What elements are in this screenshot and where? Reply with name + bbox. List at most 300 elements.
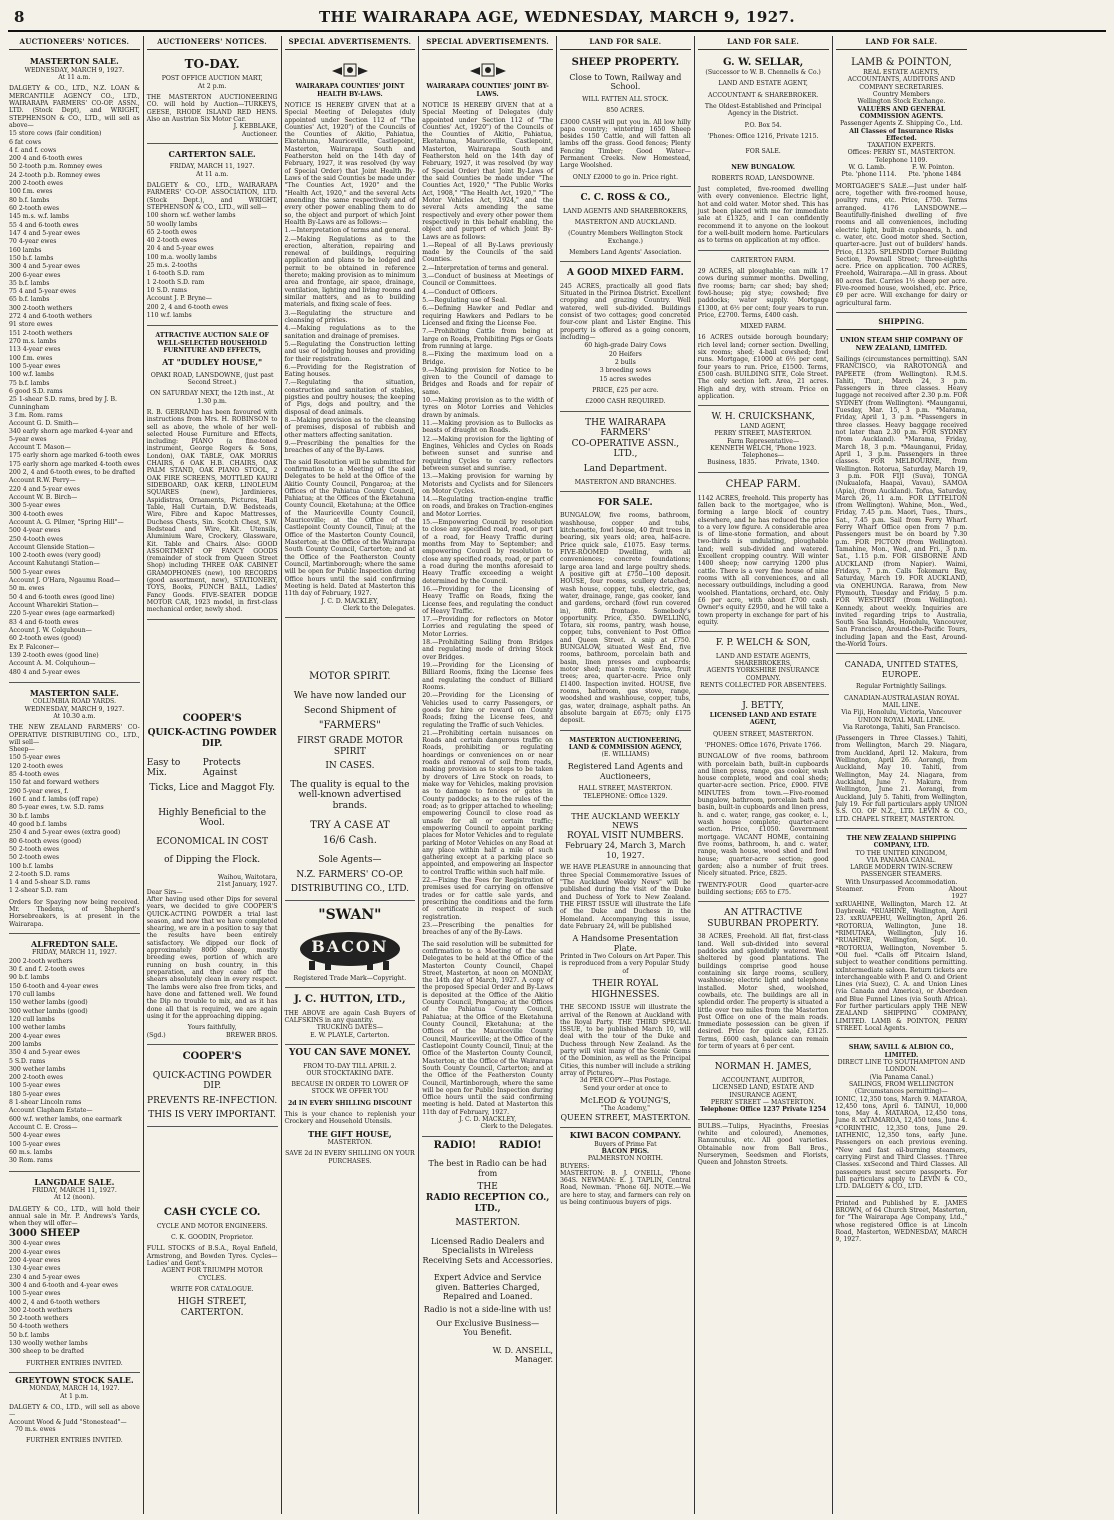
list-item: 20.—Providing for the Licensing of Vehicles used to carry Passengers, or goods for hire or reward on County Roads; fixing the License fees, and regulating the Traffic of such Vehicles. (422, 692, 553, 729)
list-item: 272 4 and 6-tooth wethers (9, 313, 92, 321)
ad-line: P.O. Box 54. (744, 121, 782, 129)
list-item: 25 m.s. 2-tooths (146, 262, 198, 270)
coat-of-arms-icon (468, 61, 508, 79)
sale-lot-list (9, 1240, 140, 1355)
ad-line: Offices: PERRY ST., MASTERTON. (847, 149, 956, 157)
list-item: 150 6-tooth and 4-year ewes (9, 982, 99, 990)
ad-line: Private, 1340. (775, 459, 820, 467)
ad-line: Expert Advice and Service given. Batteries Charged, Repaired and Loaned. (433, 1273, 542, 1301)
ad-line: QUEEN STREET, MASTERTON. (560, 1112, 691, 1122)
list-item: 220 4 and 5-year ewes (9, 485, 80, 493)
ad-title: COOPER'S (182, 1050, 242, 1062)
ad-signature-title: Manager. (514, 1355, 553, 1365)
list-item: 100 w.f. lambs (9, 371, 54, 379)
ad-date: ON SATURDAY NEXT, the 12th inst., At 1.30 p.m. (149, 390, 275, 405)
list-item: 500 4-year ewes (9, 1132, 61, 1140)
ad-line: THEIR ROYAL HIGHNESSES. (591, 978, 660, 1000)
column-1 (6, 36, 144, 1514)
ad-title: THE NEW ZEALAND SHIPPING COMPANY, LTD. (846, 834, 957, 850)
shaw-savill-ad (836, 1041, 968, 1196)
ad-title: J. BETTY, (742, 701, 784, 712)
list-item: 1.—Interpretation of terms and general. (284, 227, 411, 235)
column-4 (419, 36, 557, 1514)
list-item: 340 early shorn age marked 4-year and 5-year ewes (9, 428, 133, 443)
list-item: 80 5-year ewes, t.w. S.D. rams (9, 804, 104, 812)
james-ad (698, 1059, 829, 1119)
list-item: 100 m.a. woolly lambs (146, 253, 217, 261)
ad-line: THIS IS VERY IMPORTANT. (148, 1110, 276, 1121)
ad-line: Licensed Radio Dealers and Specialists in Wireless Receiving Sets and Accessories. (422, 1236, 553, 1265)
columbia-sale-ad (9, 686, 140, 934)
letter-sgd: (Sgd.) (146, 1031, 166, 1039)
list-item: Account J. P. Bryne— (146, 295, 212, 303)
ad-title: CANADA, UNITED STATES, EUROPE. (844, 660, 959, 679)
ad-trucking: TRUCKING DATES— (316, 1024, 384, 1032)
list-item: 200 2, 4 and 6-tooth ewes (146, 303, 229, 311)
trademark-note: Registered Trade Mark—Copyright. (293, 974, 407, 982)
sale-time: At 11 a.m. (58, 74, 91, 81)
sale-intro: DALGETY & CO., LTD., will sell as above— (9, 1404, 140, 1419)
list-item: 3.—Conduct of business at Meetings of Council or Committees. (422, 273, 553, 288)
list-item: 200 2-tooth ewes (9, 180, 63, 188)
list-item: 50 2-tooth p.m. Romney ewes (9, 163, 103, 171)
brand-name: "SWAN" (318, 907, 382, 924)
sale-subtitle: COLUMBIA ROAD YARDS. (32, 698, 117, 706)
ad-address: HIGH STREET, CARTERTON. (177, 1297, 247, 1318)
sale-title: GREYTOWN STOCK SALE. (15, 1375, 134, 1386)
list-item: 13.—Making provision for warning by Motorists and Cyclists and for Silencers on Motor Cycles. (422, 473, 553, 495)
auckland-weekly-ad (560, 809, 691, 1128)
ad-subtitle: Close to Town, Railway and School. (569, 73, 682, 92)
column-heading: SPECIAL ADVERTISEMENTS. (285, 36, 416, 50)
ad-body: 16 ACRES outside borough boundary; rich level land; corner section. Dwelling, six rooms; shed; 4-bail cowshed; fowl runs. Mortgage, £1000 at 6½ per cent, four years to run. Price, £1500. Terms, £500 cash. BUILDING SITE, Cole Street. The only section left. Area, 21 acres. High and dry, with stream. Price on application. (697, 334, 829, 400)
suburban-property-ad (698, 905, 829, 1056)
ad-line: 2d IN EVERY SHILLING DISCOUNT (287, 1099, 412, 1107)
list-item: Account Wharekiri Station— (9, 602, 99, 609)
sale-date: MONDAY, MARCH 14, 1927. (29, 1385, 120, 1393)
list-item: 139 2-tooth ewes (good line) (9, 651, 99, 659)
list-item: 180 5-year ewes (9, 1090, 61, 1098)
list-item: 40 good b.f. lambs (9, 820, 67, 828)
list-item: 200 4-year ewes (9, 1248, 61, 1256)
today-auction-ad (147, 54, 278, 144)
sale-time: At 1 p.m. (60, 1392, 89, 1400)
list-item: Account A. G. Pilmer, "Spring Hill"— (9, 518, 124, 526)
ad-line: Easy to Mix. (146, 757, 181, 779)
list-item: 200 2-tooth ewes (9, 1074, 63, 1082)
bulbs-ad: BULBS.—Tulips, Hyacinths, Freesias (white and coloured), Anemones, Ranunculus, etc. All good varieties. Obtainable now from Ball Bros., Nurserymen, Seedsmen and Florists, Queen and Johnston Streets. (697, 1122, 829, 1167)
ad-line: MASTERTON. (455, 1218, 520, 1229)
list-item: 1.—Repeal of all By-Laws previously made by the Councils of the said Counties. (422, 241, 553, 264)
ad-place: POST OFFICE AUCTION MART, (161, 75, 263, 83)
list-item: Account Clapham Estate— (9, 1107, 93, 1115)
list-item: 14.—Regulating traction-engine traffic on roads, and brakes on Traction-engines and Motor Lorries. (422, 496, 553, 518)
radio-ad (422, 1140, 553, 1365)
list-item: Account Kahutangi Station— (9, 560, 100, 568)
ad-title: CASH CYCLE CO. (163, 1207, 261, 1219)
notice-signature: J. C. D. MACKLEY, (321, 597, 379, 605)
ad-line: 1927 (951, 893, 968, 901)
ad-body: THE MASTERTON AUCTIONEERING CO. will hold by Auction—TURKEYS, GEESE, RHODE ISLAND RED HENS. Also an Austrian Six Motor Car. (146, 94, 278, 123)
list-item: Account T. Mason— (9, 444, 71, 452)
notice-close: The said Resolution will be submitted for confirmation to a Meeting of the said Delegates to be held at the Office of the Akitio County Council, Pongaroa; at the Offices of the Pahiatua County Council, Pahiatua; at the Offices of the Eketahuna County Council, Eketahuna; at the Office of the Mauriceville County Council, Mauriceville; at the Office of the Castlepoint County Council, Tinui; at the Office of the Masterton County Council, Masterton; at the Office of the Wairarapa South County Council, Carterton; and at the Office of the Featherston County Council, Martinborough; where the same will be open for Public Inspection during Office hours until the said confirming Meeting is held. Dated at Masterton this 11th day of February, 1927. (284, 458, 416, 598)
ad-line: REAL ESTATE AGENTS, ACCOUNTANTS, AUDITORS AND COMPANY SECRETARIES. (847, 69, 956, 91)
list-item: 250 4-tooth ewes (9, 535, 63, 543)
list-item: 2 2-tooth S.D. rams (9, 870, 70, 878)
sale-lot: 70 m.s. ewes (15, 1426, 56, 1434)
ad-price: PRICE, £25 per acre. (592, 386, 659, 394)
ad-line: TO THE UNITED KINGDOM, (855, 849, 948, 857)
list-item: 151 2-tooth wethers (9, 329, 73, 337)
sale-date: FRIDAY, MARCH 11, 1927. (31, 1187, 117, 1194)
list-item: 50 4-tooth wethers (9, 1323, 69, 1331)
list-item: 15 store cows (fair condition) (9, 130, 102, 138)
cheap-farm-ad (698, 476, 829, 632)
ad-line: AGENTS YORKSHIRE INSURANCE COMPANY. (706, 667, 820, 682)
ad-line: KENNETH WELCH, 'Phone 1923. (710, 444, 817, 452)
list-item: 100 5-year ewes (9, 1290, 61, 1298)
notice-title: WAIRARAPA COUNTIES' JOINT BY-LAWS. (426, 83, 549, 98)
ad-line: (Country Members Wellington Stock Exchange.) (568, 230, 683, 245)
list-item: 1 2-tooth S.D. ram (146, 278, 205, 286)
ad-line: MASTERTON. (327, 1139, 373, 1147)
list-item: 1 6-tooth S.D. ram (146, 270, 205, 278)
list-item: 7.—Regulating the situation, construction and sanitation of stables, pigsties and poultry houses; the keeping of Pigs, dogs and poultry, and the disposal of dead animals. (284, 379, 416, 416)
letter-closing: Yours faithfully, (187, 1024, 237, 1032)
sale-date: WEDNESDAY, MARCH 9, 1927. (24, 66, 125, 74)
ad-line: Telephone: Office 1237 Private 1254 (700, 1106, 827, 1114)
ad-line: MASTERTON AND BRANCHES. (574, 478, 677, 486)
list-item: 15.—Empowering Council by resolution to close any specified road, road, or part of a road, for Heavy Traffic during months from May to September; and empowering Council by resolution to close any specified roads, road, or part of a road during the months aforesaid to Heavy Traffic exceeding a weight determined by the Council. (422, 519, 553, 585)
ad-line: THE (477, 1182, 498, 1193)
letter-body: After having used other Dips for several years, we decided to give COOPER'S QUICK-ACTING POWDER a trial last season, and now that we have completed shearing, we are in a position to say that the results have been entirely satisfactory. We dipped our flock of approximately 8000 sheep, mostly breeding ewes, portion of which are running on bush country, in this preparation, and they came off the shears absolutely clean in every respect. The lambs were also free from ticks, and have done and fattened well. We found the Dip no trouble to mix, and as it has done all that is required, we are again using it for the approaching dipping. (146, 895, 278, 1020)
list-item: 300 4 and 6-tooth and 4-year ewes (9, 1281, 118, 1289)
ad-line: Our Exclusive Business— (436, 1318, 540, 1328)
ad-line: Wellington Stock Exchange. (857, 98, 946, 106)
ad-line: Telephones— (742, 452, 784, 460)
list-item: 35 b.f. lambs (9, 279, 50, 287)
list-item: 60 2-tooth ewes (9, 205, 60, 212)
sale-time: At 12 (noon). (53, 1194, 95, 1202)
sale-title: CARTERTON SALE. (168, 148, 256, 159)
farmers-coop-ad (560, 415, 691, 492)
list-item: 6.—Providing for the Registration of Eating houses. (284, 363, 416, 379)
list-item: 17.—Providing for reflectors on Motor Lorries and regulating the speed of Motor Lorries. (422, 616, 553, 638)
ad-line: Passenger Agents Z. Shipping Co., Ltd. (840, 120, 963, 128)
list-item: 50 woolly lambs (146, 220, 198, 228)
ad-time: At 2 p.m. (197, 82, 227, 90)
list-item: 75 4 and 5-year ewes (9, 288, 76, 296)
list-item: 4.—Conduct of Officers. (422, 288, 498, 296)
motor-spirit-ad (285, 668, 416, 901)
list-item: 3 breeding sows (599, 367, 652, 375)
list-item: 175 early shorn age marked 4-tooth ewes (9, 460, 140, 468)
column-heading: LAND FOR SALE. (836, 36, 968, 50)
coopers-dip-ad (147, 710, 278, 1045)
ad-catalogue: WRITE FOR CATALOGUE. (170, 1286, 254, 1294)
ad-line: Send your order at once to (583, 1084, 668, 1092)
list-item: 2.—Making Regulations as to the erection, alteration, repairing and renewal of buildings, requiring application and plans to be lodged and permit to be obtained in reference thereto; making provision as to minimum area and frontage, air space, drainage, ventilation, lighting and living rooms and similar matters, and as to building materials, and fixing scale of fees. (284, 235, 416, 309)
list-item: 100 f.m. ewes (9, 354, 53, 362)
ad-title: ATTRACTIVE AUCTION SALE OF WELL-SELECTED HOUSEHOLD FURNITURE AND EFFECTS, (155, 332, 269, 354)
ad-line: With Unsurpassed Accommodation. (845, 878, 958, 886)
ad-line: RADIO RECEPTION CO., LTD., (425, 1192, 550, 1214)
column-heading: AUCTIONEERS' NOTICES. (147, 36, 278, 50)
letter-signer: BREWER BROS. (226, 1031, 278, 1039)
ad-line: N.Z. FARMERS' CO-OP. (296, 869, 404, 880)
ad-line: Telephone 1109. (875, 156, 928, 164)
ad-line: TELEPHONE: Office 1329. (583, 792, 668, 800)
list-item: 147 4 and 5-year ewes (9, 229, 80, 237)
ad-body: BUNGALOW, five rooms, bathroom, washhouse, copper and tubs, kitchenette, fowl house, 40 fruit trees in bearing, six years old; area, half-acre. Price quick sale, £1075. Easy terms. FIVE-ROOMED Dwelling, with all conveniences; concrete foundations; large area land and large poultry sheds. A positive gift at £750—100 deposit. HOUSE, four rooms, scullery detached; wash house, copper, tubs, electric, gas, water, drainage, range, gas cooker, land and gardens, orchard (fowl run covered in), 80ft. frontage. Somebody's opportunity. Price, £350. DWELLING, Totara, six rooms, pantry, wash house, copper, tubs, convenient to Post Office and Queen Street. A snip at £750. BUNGALOW, situated West End, five rooms, bathroom, porcelain bath and basin, linen presses and cupboards; motor shed; man's room; lawns, fruit trees; area, quarter-acre. Price only £1400. Inspection invited. HOUSE, five rooms, bathroom, gas stove, range, woodshed and washhouse, copper, tubs, gas, water, drainage, asphalt paths. An absolute bargain at £675; only £175 deposit. (560, 512, 691, 725)
ad-line: WILL FATTEN ALL STOCK. (582, 95, 669, 103)
list-item: 200 4-year ewes (9, 1256, 61, 1264)
list-item: 4 f. and f. cows (9, 146, 57, 154)
list-item: 200 2-tooth wethers (9, 957, 73, 965)
ad-body: R. B. GERRAND has been favoured with instructions from Mrs. H. ROBINSON to sell as above, the whole of her well-selected House Furniture and Effects, including: PIANO (a fine-toned instrument, George Rogers & Sons, London), OAK TABLE, OAK MORRIS CHAIRS, 6 OAK H.B. CHAIRS, OAK PALM STAND, OAK PIANO STOOL, 2 OAK FIRE SCREENS, MOTTLED KAURI SIDEBOARD, OAK KERB, LINOLEUM SQUARES (new), Jardinieres, Aspidistras, Ornaments, Pictures, Hall Table, Hall Curtain, D.W. Bedsteads, Wire, Fibre and Kapoc Mattresses, Duchess Chests, Sin. Scotch Chest, S.W. Bedstead and Wire, Kit. Utensils, Aluminium Ware, Crockery, Glassware, Kit. Table and Chairs. Also: GOOD ASSORTMENT OF FANCY GOODS (remainder of stock from Queen Street Shop) including THREE OAK CABINET GRAMOPHONES (new), 100 RECORDS (good assortment, new), STATIONERY, TOYS, Books, PUNCH BALL, Ladies' Fancy Goods. FIVE-SEATER DODGE MOTOR CAR, 1923 model, in first-class mechanical order, newly shod. (146, 408, 278, 614)
ad-line: RENTS COLLECTED FOR ABSENTEES. (700, 682, 827, 690)
ad-body: 245 ACRES, practically all good flats Situated in the Pirinoa District. Excellent cropping and grazing Country. Well watered, well sub-divided. Buildings consist of two cottages; good concreted four-cow plant and Lister Engine. This property is offered as a going concern, including— (560, 282, 691, 342)
ad-line: ECONOMICAL IN COST (156, 836, 269, 847)
ad-body: £3000 CASH will put you in. All low hilly papa country; wintering 1650 Sheep besides 150 Cattle, and will fatten all lambs off the grass. Good fences; Plenty Fencing Timber; Good Water—Permanent Creeks. New Homestead, Large Woolshed. (560, 118, 691, 170)
list-item: 300 4-year ewes (9, 1240, 61, 1248)
list-item: 200 lambs (9, 1040, 42, 1048)
list-item: 6.—Defining Hawker and Pedlar and requiring Hawkers and Pedlars to be Licensed and fixing the License Fee. (422, 305, 553, 327)
list-item: 5.—Regulating the Construction letting and use of lodging houses and providing for their registration. (284, 340, 416, 363)
ad-title: G. W. SELLAR, (723, 57, 804, 69)
sale-account-list (9, 420, 140, 676)
ad-line: SAILINGS, FROM WELLINGTON (848, 1080, 954, 1088)
list-item: 6 good S.D. rams (9, 387, 63, 395)
ad-line: "The Academy," (600, 1105, 650, 1113)
ad-line: FIRST GRADE MOTOR SPIRIT (297, 735, 403, 757)
ad-title: A GOOD MIXED FARM. (566, 268, 684, 279)
ad-body: MORTGAGEE'S SALE.—Just under half-acre, together with five-roomed house, poultry runs, etc. Price, £750. Terms arranged. 4176 LANSDOWNE.—Beautifully-finished dwelling of five rooms and all conveniences, including electric light, built-in cupboards, h. and c. water, etc. Good motor shed. Section, quarter-acre. Just out of builders' hands. Price, £1325. SPLENDID Corner Building Section, Pownall Street; three-eighths acre. Price on application. 700 ACRES, Freehold, Wairarapa.—All in grass. About 80 acres flat. Carries 1½ sheep per acre. Five-roomed house, woolshed, etc. Price, £9 per acre. Will exchange for dairy or agricultural farm. (835, 182, 968, 307)
ad-body: BUNGALOW of five rooms, bathroom with porcelain bath, built-in cupboards and linen press, range, gas cooker, wash house complete, wood and coal sheds; quarter-acre section. Price, £900. FIVE MINUTES from town.—Five-roomed bungalow, bathroom, porcelain bath and basin, built-in cupboards and linen press, h. and c. water, range, gas cooker, e. l., wash house complete; quarter-acre section. Price, £1050. Government mortgage. VACANT HOME, containing five rooms, bathroom, h. and c. water, range, wash house, wood shed and fowl house; quarter-acre section; good garden; also a number of fruit trees. Nicely situated. Price, £825. (697, 753, 829, 878)
list-item: 50 b.f. lambs (9, 1331, 50, 1339)
list-item: 12.—Making provision for the lighting of Engines, Vehicles and Cycles on Roads between sunset and sunrise and requiring Cycles to carry reflectors between sunset and sunrise. (422, 435, 553, 472)
list-item: 120 2-tooth ewes (9, 762, 63, 770)
ad-title: FOR SALE. (598, 497, 653, 508)
ad-line: February 24, March 3, March 10, 1927. (565, 841, 686, 860)
list-item: 8.—Fixing the maximum load on a Bridge. (422, 351, 553, 366)
greytown-sale-ad (9, 1376, 140, 1445)
ad-line: FOR SALE. (745, 148, 781, 156)
ad-line: LAND AND ESTATE AGENTS, (715, 652, 811, 660)
ad-signature: W. D. ANSELL, (492, 1345, 553, 1355)
swan-bacon-ad (285, 904, 416, 988)
list-item: 80 b.f. lambs (9, 196, 50, 204)
ad-line: Business, 1835. (707, 459, 757, 467)
column-heading: LAND FOR SALE. (698, 36, 829, 50)
list-item: 91 store ewes (9, 321, 53, 329)
carterton-farm-ad (698, 254, 829, 407)
list-item: Account W. B. Birch— (9, 493, 78, 501)
ad-line: W. G. Lamb. (848, 164, 886, 172)
list-item: 11.—Making provision as to Bullocks as beasts of draught on Roads. (422, 420, 553, 435)
ad-line: The best in Radio can be had from (428, 1159, 547, 1178)
list-item: 300 2-tooth wethers (9, 1306, 73, 1314)
list-item: 150 5-year ewes (9, 754, 61, 762)
ross-ad (560, 190, 691, 262)
ad-line: ROBERTS ROAD, LANSDOWNE. (711, 174, 815, 182)
ad-title: W. H. CRUICKSHANK, (711, 412, 815, 423)
ad-body: 1142 ACRES, freehold. This property has fallen back to the mortgagee, who is forming a large block of country elsewhere, and he has reduced the price to a very low figure. A considerable area is of lime-stone formation, and about two-thirds is undulating, ploughable land; well sub-divided and watered. Excellent cropping country. Will winter 1400 sheep; now carrying 1200 plus cattle. There is a very fine house of nine rooms with all conveniences, and all necessary outbuildings, including a good woolshed. Plantations, orchard, etc. Only £6 per acre, with about £700 cash. Owner's equity £2950, and he will take a town property in exchange for part of his equity. (697, 494, 829, 626)
list-item: 3 f.m. Rom. rams (9, 411, 63, 419)
furniture-auction-ad (147, 329, 278, 619)
list-item: 100 5-year ewes (9, 362, 61, 370)
list-item: 83 4 and 6-tooth ewes (9, 618, 79, 626)
ad-title: C. C. ROSS & CO., (580, 193, 671, 204)
ad-line: Sole Agents— (318, 855, 382, 866)
ad-line: Via Rarotonga, Tahiti, San Francisco. (842, 723, 960, 731)
sale-lot-list (9, 130, 140, 419)
ad-line: BECAUSE IN ORDER TO LOWER OF STOCK WE OFFER YOU (291, 1081, 409, 1096)
ad-line: Regular Fortnightly Sailings. (855, 683, 947, 691)
ad-line: ONLY £2000 to go in. Price right. (572, 173, 678, 181)
list-item: 300 wether lambs (9, 1065, 66, 1073)
ad-line: TWENTY-FOUR Good quarter-acre building sections; £65 to £75. (697, 881, 829, 896)
list-item: 480 4 and 5-year ewes (9, 668, 80, 676)
ad-line: Steamer. (835, 886, 864, 894)
notice-close: The said resolution will be submitted for confirmation to a Meeting of the said Delegates to be held at the Office of the Masterton County Council, Chapel Street, Masterton, at noon on MONDAY, the 14th day of March, 1927. A copy of the proposed Special Order and By-Laws is deposited at the Office of the Akitio County Council, Pongaroa; at the Offices of the Pahiatua County Council, Pahiatua; at the Office of the Eketahuna County Council, Eketahuna; at the Offices of the Mauriceville County Council, Mauriceville; at the Office of the Castlepoint County Council, Tinui; at the Office of the Masterton County Council, Masterton; at the Office of the Wairarapa South County Council, Carterton; and at the Office of the Featherston County Council, Martinborough, where the same will be open for Public Inspection during Office hours until the said confirming meeting is held. Dated at Masterton this 11th day of February, 1927. (422, 940, 553, 1116)
ad-title: AN ATTRACTIVE SUBURBAN PROPERTY. (707, 908, 819, 929)
ad-title: SHEEP PROPERTY. (571, 57, 680, 69)
ad-line: IN CASES. (325, 761, 375, 772)
for-sale-ad (560, 495, 691, 731)
list-item: 1 4 and 5-shear S.D. rams (9, 879, 91, 887)
list-item: 150 fat and forward wethers (9, 779, 99, 787)
masterton-auctioneering-ad (560, 734, 691, 806)
list-item: 50 2-tooth ewes (9, 845, 60, 853)
shipping-heading: SHIPPING. (836, 316, 968, 330)
ad-line: (Via Panama Canal.) (869, 1073, 934, 1081)
ad-line: The quality is equal to the well-known advertised brands. (290, 779, 410, 811)
list-item: 200 2, 4 and 6-tooth ewes, to be drafted (9, 469, 136, 476)
list-item: 500 5-year ewes (9, 568, 61, 576)
list-item: 100 f.m. ewes (9, 188, 53, 196)
sale-title: ALFREDTON SALE. (31, 939, 118, 949)
lamb-pointon-ad (836, 54, 968, 313)
list-item: 290 5-year ewes, f. (9, 787, 69, 795)
ad-line: 'PHONES: Office 1676, Private 1766. (704, 741, 822, 749)
ad-signature-title: Auctioneer. (241, 130, 278, 138)
sale-date: FRIDAY, MARCH 11, 1927. (31, 949, 117, 957)
ad-subtitle: MIXED FARM. (740, 323, 787, 331)
sale-label: Sheep— (9, 746, 35, 754)
ad-line: McLEOD & YOUNG'S, (579, 1095, 671, 1105)
notice-body: NOTICE IS HEREBY GIVEN that at a Special Meeting of Delegates (duly appointed under Section 112 of "The Counties' Act, 1920") of the Councils of the Counties of Akitio, Pahiatua, Eketahuna, Mauriceville, Castlepoint, Masterton, Wairarapa South and Featherston held on the 14th day of February, 1927, it was resolved (by way of Special Order) that Joint Health By-Laws of the said Counties be made under "The Counties Act, 1920" and the "Health Act, 1920," and the several Acts amending the same respectively and of every other power enabling them to do so, the object and purport of which Joint Health By-Laws are as follows:— (284, 101, 416, 226)
ad-agent: AGENT FOR TRIUMPH MOTOR CYCLES. (161, 1267, 263, 1282)
cash-cycle-ad (147, 1207, 278, 1319)
ad-line: VIA PANAMA CANAL. (866, 856, 936, 864)
ad-line: QUEEN STREET, MASTERTON. (712, 730, 814, 738)
ad-line: Farm Representative— (727, 437, 800, 445)
ad-line: LAND AND ESTATE AGENT, (718, 80, 808, 88)
notice-items (285, 227, 416, 454)
ad-line: Members Land Agents' Association. (569, 248, 682, 256)
list-item: 2.—Interpretation of terms and general. (422, 264, 549, 272)
sale-lot-list (9, 958, 140, 1165)
list-item: 100 b.f. lambs (9, 862, 54, 870)
ad-title: NORMAN H. JAMES, (714, 1062, 812, 1073)
ad-title: UNION STEAM SHIP COMPANY OF NEW ZEALAND, LIMITED. (839, 337, 963, 352)
ad-line: A Handsome Presentation Plate. (572, 934, 679, 953)
ad-line: Land Department. (583, 463, 668, 474)
sale-lot-list (9, 754, 140, 894)
ad-line: CO-OPERATIVE ASSN., LTD., (571, 438, 680, 460)
ad-line: PREVENTS RE-INFECTION. (147, 1095, 278, 1106)
list-item: 145 m.s. w.f. lambs (9, 213, 69, 221)
list-item: 300 wether lambs (good) (9, 1007, 88, 1015)
ad-title: CARTERTON FARM. (730, 256, 796, 264)
list-item: 50 2-tooth wethers (9, 1315, 69, 1323)
letter-date: 21st January, 1927. (216, 881, 278, 889)
ad-line: Second Shipment of (303, 705, 396, 716)
ad-line: LAND AGENTS AND SHAREBROKERS, (563, 207, 688, 215)
ad-line: SHAREBROKERS, (734, 660, 792, 668)
ad-line: ACCOUNTANT & SHAREBROKER. (708, 91, 819, 99)
cruickshank-ad (698, 409, 829, 472)
sale-title: MASTERTON SALE. (29, 687, 119, 698)
list-item: 200 6-year ewes (9, 271, 61, 279)
column-heading: AUCTIONEERS' NOTICES. (9, 36, 140, 50)
ad-line: DISTRIBUTING CO., LTD. (290, 884, 410, 895)
list-item: 30 Rom. rams (9, 1157, 53, 1165)
ad-line: (Circumstances permitting)— (854, 1088, 948, 1096)
list-item: 350 4 and 5-year ewes (9, 1049, 80, 1057)
list-item: 80 6-tooth ewes (good) (9, 837, 82, 845)
ad-line: UNION ROYAL MAIL LINE. (857, 716, 945, 724)
ad-line: NEW BUNGALOW. (731, 163, 795, 171)
list-item: Account J. O'Hara, Ngaumu Road— (9, 577, 121, 585)
ad-line: Printed in Two Colours on Art Paper. This is reproduced from a very Popular Study of (560, 953, 691, 975)
list-item: 113 4-year ewes (9, 346, 61, 354)
list-item: Account C. E. Cross— (9, 1124, 78, 1131)
list-item: 5.—Regulating use of Seal. (422, 297, 507, 304)
list-item: 25 1-shear S.D. rams, bred by J. B. Cunningham (9, 396, 117, 411)
ad-body: Just completed, five-roomed dwelling with every convenience. Electric light, hot and cold water. Motor shed. This has just been placed with me for immediate sale at £1325, and I can confidently recommend it to anyone on the lookout for a well-built modern home. Particulars as to terms on application at my office. (697, 186, 829, 245)
list-item: 9.—Making provision for Notice to be given to the Council of damage to Bridges and Roads and for repair of same. (422, 366, 553, 396)
ad-line: OUR STOCKTAKING DATE. (306, 1069, 394, 1077)
ad-line: The Oldest-Established and Principal Agency in the District. (704, 102, 822, 118)
ad-line: LAND AGENT, (740, 422, 786, 430)
sale-intro: DALGETY & CO., LTD., WAIRARAPA FARMERS' CO-OP. ASSOCIATION, LTD. (Stock Dept.), and WRIGHT, STEPHENSON & CO., LTD., will sell— (146, 181, 278, 211)
ad-address: E. W. PLAYLE, Carterton. (310, 1031, 390, 1039)
list-item: 150 wether lambs (good) (9, 999, 88, 1007)
list-item: 20 4 and 5-year ewes (146, 245, 214, 253)
ad-line: From (897, 886, 915, 894)
sale-time: At 10.30 a.m. (53, 712, 96, 720)
logo-word: BACON (311, 936, 389, 956)
list-item: 160 lambs (9, 246, 42, 254)
list-item: 4.—Making regulations as to the sanitation and drainage of premises. (284, 325, 416, 340)
list-item: 20 Heifers (608, 350, 642, 358)
ad-title: CHEAP FARM. (725, 478, 801, 490)
ad-owner: C. K. GOODIN, Proprietor. (170, 1234, 254, 1242)
list-item: 200 4-year ewes (9, 1032, 61, 1040)
list-item: 85 4-tooth ewes (9, 771, 60, 779)
notice-signature-title: Clerk to the Delegates. (342, 604, 416, 612)
list-item: 50 m. ewes (9, 585, 45, 593)
list-item: 8 1-shear Lincoln rams (9, 1099, 82, 1107)
list-item: 100 2-tooth ewes (very good) (9, 552, 101, 560)
column-heading: SPECIAL ADVERTISEMENTS. (422, 36, 553, 50)
list-item: 100 wether lambs (9, 1024, 66, 1032)
sale-footer: FURTHER ENTRIES INVITED. (26, 1359, 123, 1367)
ad-title: MOTOR SPIRIT. (309, 671, 391, 683)
ad-title: KIWI BACON COMPANY. (569, 1130, 681, 1141)
